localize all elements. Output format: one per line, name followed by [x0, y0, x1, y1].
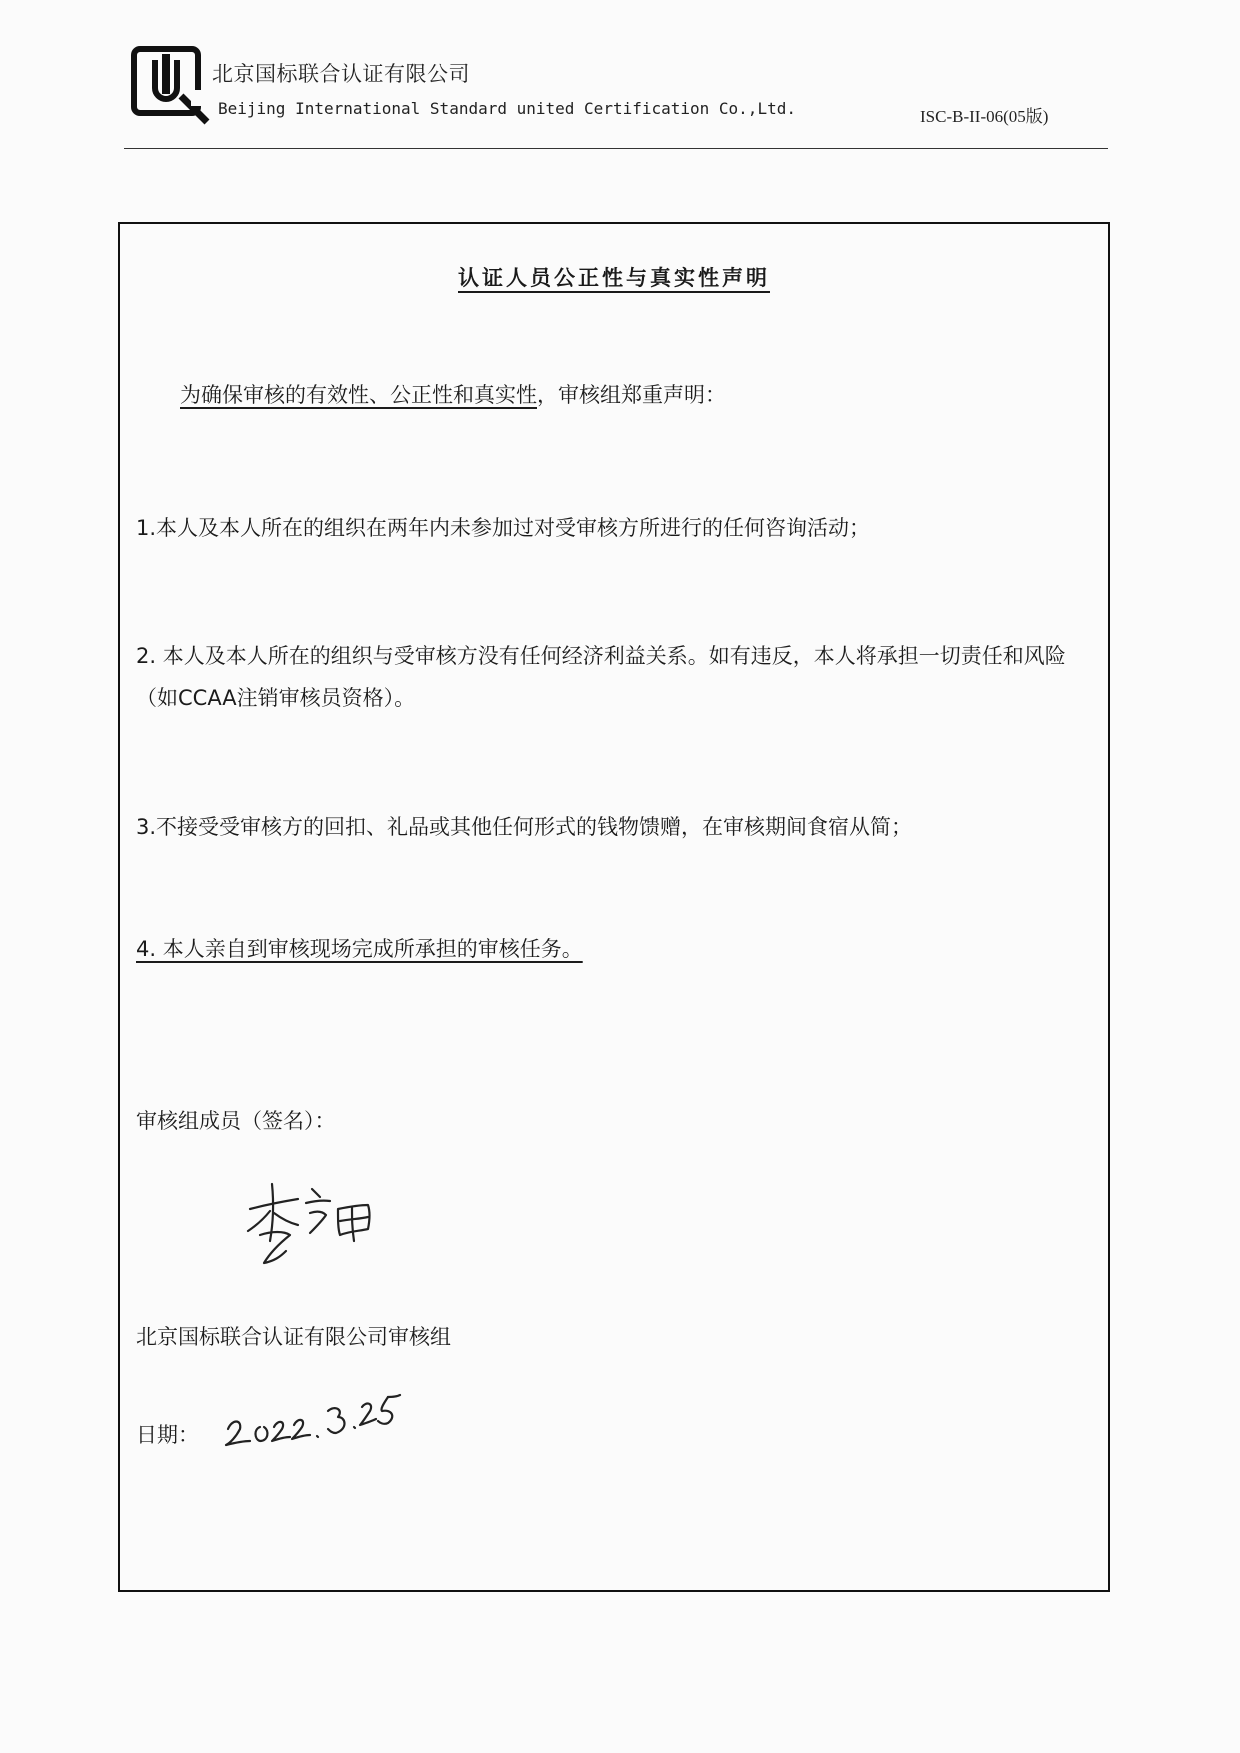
declaration-frame — [118, 222, 1110, 1592]
handwritten-signature — [240, 1169, 390, 1269]
declaration-title — [120, 262, 1108, 292]
clause-1: 1.本人及本人所在的组织在两年内未参加过对受审核方所进行的任何咨询活动； — [136, 516, 871, 540]
document-code: ISC-B-II-06(05版) — [920, 107, 1049, 126]
clause-2: 2. 本人及本人所在的组织与受审核方没有任何经济利益关系。如有违反，本人将承担一切责任和风险（如CCAA注销审核员资格）。 — [136, 644, 1066, 710]
audit-team-name: 北京国标联合认证有限公司审核组 — [136, 1325, 451, 1349]
company-name-en: Beijing International Standard united Certification Co.,Ltd. — [218, 99, 796, 118]
company-logo-icon — [131, 46, 213, 128]
clause-4-text: 4. 本人亲自到审核现场完成所承担的审核任务。 — [136, 937, 583, 961]
clause-3: 3.不接受受审核方的回扣、礼品或其他任何形式的钱物馈赠，在审核期间食宿从简； — [136, 815, 913, 839]
intro-paragraph — [180, 374, 1094, 416]
date-label: 日期： — [136, 1423, 199, 1447]
handwritten-date — [220, 1389, 410, 1454]
title-text: 认证人员公正性与真实性声明 — [458, 266, 770, 290]
header-divider — [124, 148, 1108, 149]
intro-rest: ，审核组郑重声明： — [537, 383, 726, 407]
company-name-cn: 北京国标联合认证有限公司 — [212, 62, 470, 86]
intro-underlined: 为确保审核的有效性、公正性和真实性 — [180, 383, 537, 407]
members-signature-label: 审核组成员（签名）： — [136, 1109, 336, 1133]
clause-4 — [136, 928, 1094, 970]
